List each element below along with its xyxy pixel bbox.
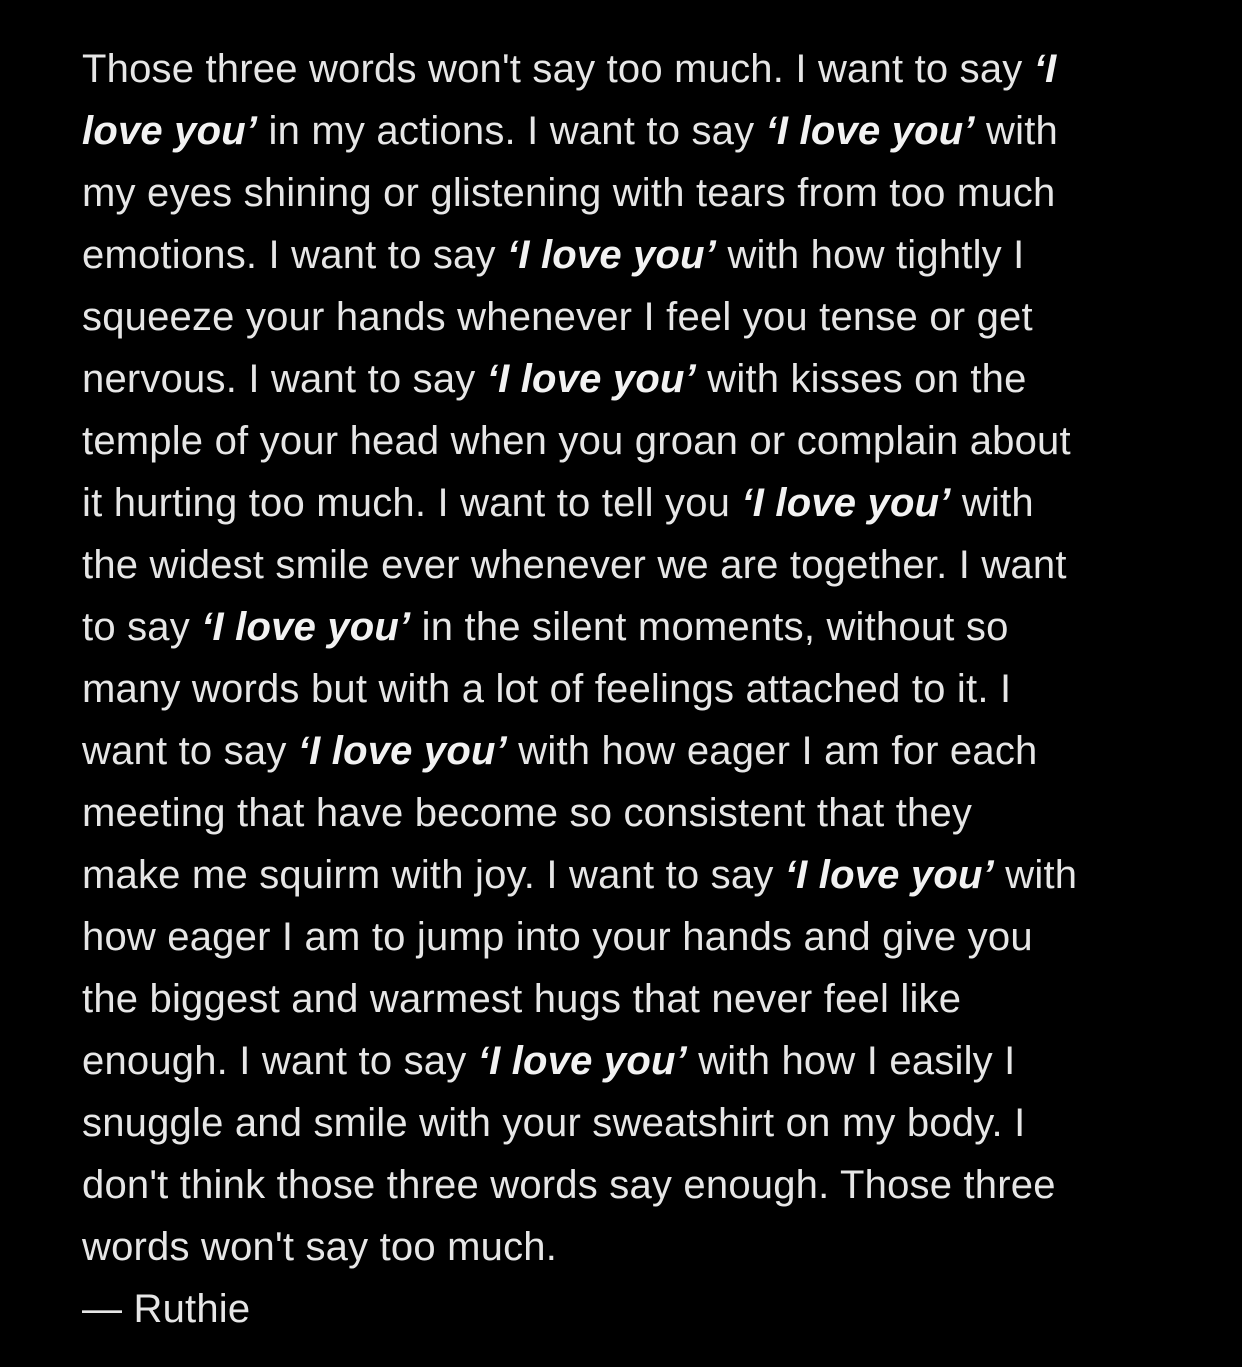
note-line	[82, 1154, 1192, 1216]
note-line	[82, 596, 1192, 658]
text-segment: Those three words won't say too much. I want to say	[82, 47, 1034, 91]
note-line	[82, 162, 1192, 224]
emphasized-phrase: love you’	[82, 109, 258, 153]
note-line	[82, 1216, 1192, 1278]
text-segment: snuggle and smile with your sweatshirt on my body. I	[82, 1101, 1026, 1145]
note-line	[82, 534, 1192, 596]
text-segment: to say	[82, 605, 202, 649]
text-segment: many words but with a lot of feelings attached to it. I	[82, 667, 1012, 711]
text-segment: my eyes shining or glistening with tears from too much	[82, 171, 1056, 215]
text-segment: with	[993, 853, 1078, 897]
note-line	[82, 1030, 1192, 1092]
note-line	[82, 782, 1192, 844]
text-segment: emotions. I want to say	[82, 233, 507, 277]
note-line	[82, 286, 1192, 348]
note-line	[82, 100, 1192, 162]
text-segment: the widest smile ever whenever we are together. I want	[82, 543, 1067, 587]
emphasized-phrase: ‘I love you’	[201, 605, 411, 649]
note-line	[82, 844, 1192, 906]
note-text-block	[82, 38, 1192, 1340]
text-segment: in the silent moments, without so	[410, 605, 1009, 649]
text-segment: with	[950, 481, 1034, 525]
emphasized-phrase: ‘I love you’	[477, 1039, 687, 1083]
text-segment: don't think those three words say enough. Those three	[82, 1163, 1056, 1207]
text-segment: words won't say too much.	[82, 1225, 558, 1269]
emphasized-phrase: ‘I love you’	[507, 233, 717, 277]
note-line	[82, 472, 1192, 534]
emphasized-phrase: ‘I love you’	[741, 481, 951, 525]
text-segment: make me squirm with joy. I want to say	[82, 853, 785, 897]
text-segment: with how tightly I	[716, 233, 1025, 277]
note-line	[82, 38, 1192, 100]
note-line	[82, 720, 1192, 782]
text-segment: how eager I am to jump into your hands and give you	[82, 915, 1033, 959]
note-line	[82, 968, 1192, 1030]
text-segment: want to say	[82, 729, 298, 773]
note-line	[82, 658, 1192, 720]
note-body	[82, 38, 1192, 1278]
note-line	[82, 224, 1192, 286]
text-segment: with kisses on the	[695, 357, 1027, 401]
emphasized-phrase: ‘I love you’	[486, 357, 696, 401]
emphasized-phrase: ‘I love you’	[297, 729, 507, 773]
text-segment: with how I easily I	[686, 1039, 1016, 1083]
text-segment: squeeze your hands whenever I feel you tense or get	[82, 295, 1033, 339]
note-line	[82, 410, 1192, 472]
text-segment: the biggest and warmest hugs that never feel like	[82, 977, 962, 1021]
note-line	[82, 906, 1192, 968]
text-segment: meeting that have become so consistent that they	[82, 791, 973, 835]
text-segment: with	[974, 109, 1058, 153]
note-line	[82, 348, 1192, 410]
text-segment: in my actions. I want to say	[257, 109, 766, 153]
text-segment: it hurting too much. I want to tell you	[82, 481, 742, 525]
signature: — Ruthie	[82, 1287, 251, 1331]
emphasized-phrase: ‘I love you’	[765, 109, 975, 153]
emphasized-phrase: ‘I love you’	[784, 853, 994, 897]
text-segment: enough. I want to say	[82, 1039, 478, 1083]
note-line	[82, 1092, 1192, 1154]
text-segment: temple of your head when you groan or complain about	[82, 419, 1071, 463]
text-segment: with how eager I am for each	[506, 729, 1038, 773]
text-segment: nervous. I want to say	[82, 357, 487, 401]
emphasized-phrase: ‘I	[1033, 47, 1057, 91]
